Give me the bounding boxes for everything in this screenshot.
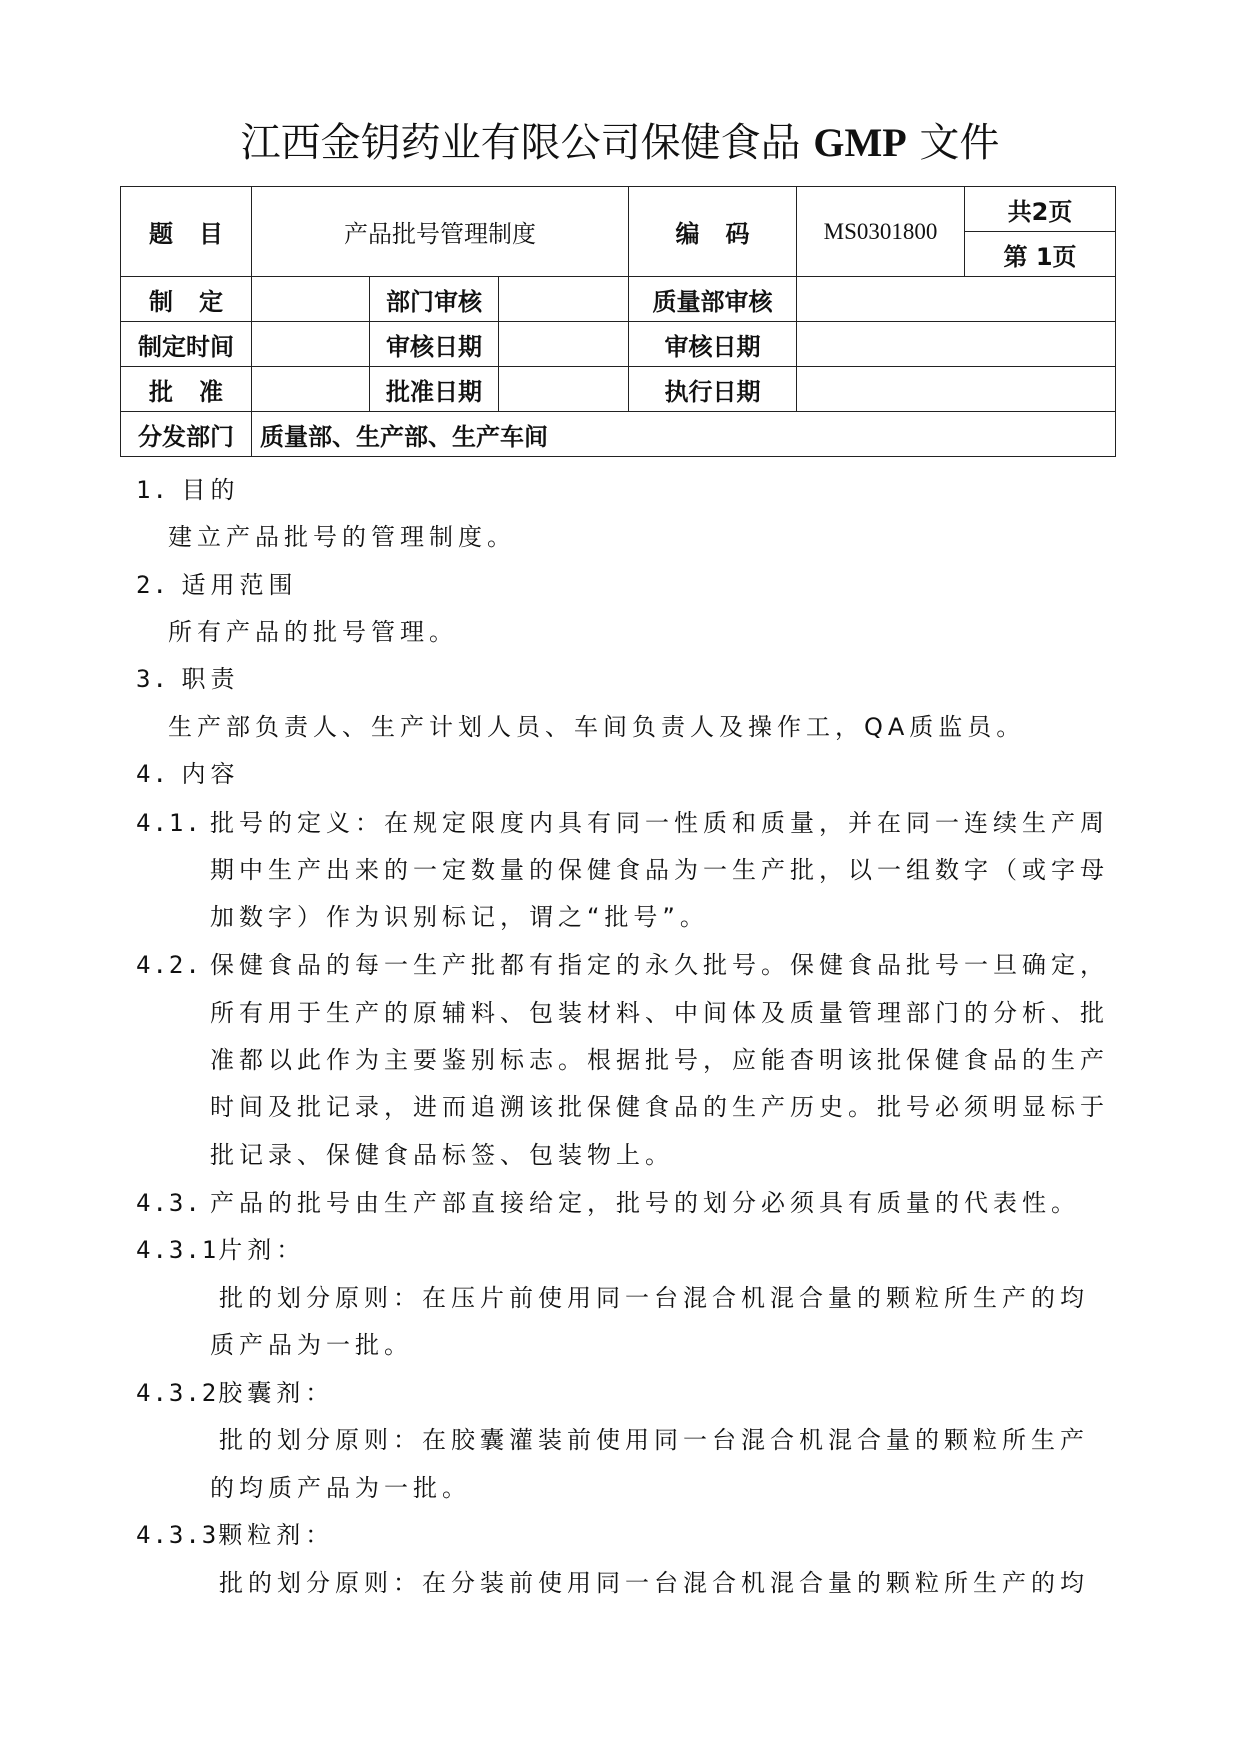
- section-4-2-line: 所有用于生产的原辅料、包装材料、中间体及质量管理部门的分析、批: [210, 999, 1109, 1027]
- row2-label3: 审核日期: [629, 322, 797, 367]
- row3-value: [252, 367, 370, 412]
- row2-label2: 审核日期: [370, 322, 499, 367]
- section-2-body: 所有产品的批号管理。: [168, 618, 458, 646]
- section-4-3-line: 产品的批号由生产部直接给定，批号的划分必须具有质量的代表性。: [210, 1189, 1080, 1217]
- section-3-heading: 3. 职责: [136, 665, 240, 693]
- row2-label: 制定时间: [121, 322, 252, 367]
- section-4-1-line: 期中生产出来的一定数量的保健食品为一生产批，以一组数字（或字母: [210, 856, 1109, 884]
- row1-label2: 部门审核: [370, 277, 499, 322]
- total-pages: 共2页: [965, 187, 1116, 232]
- row2-value2: [499, 322, 629, 367]
- row2-value3: [797, 322, 1116, 367]
- row3-label3: 执行日期: [629, 367, 797, 412]
- section-4-2-number: 4.2.: [136, 951, 202, 979]
- section-4-2-line: 批记录、保健食品标签、包装物上。: [210, 1141, 674, 1169]
- section-4-3-1-line: 质产品为一批。: [210, 1331, 413, 1359]
- topic-label: 题目: [121, 187, 252, 277]
- row3-label: 批准: [121, 367, 252, 412]
- section-2-heading: 2. 适用范围: [136, 571, 298, 599]
- section-4-1-number: 4.1.: [136, 809, 202, 837]
- row3-value3: [797, 367, 1116, 412]
- code-value: MS0301800: [797, 187, 965, 277]
- section-4-3-number: 4.3.: [136, 1189, 202, 1217]
- section-4-heading: 4. 内容: [136, 760, 240, 788]
- section-1-heading: 1. 目的: [136, 476, 240, 504]
- row2-value: [252, 322, 370, 367]
- header-table: [120, 186, 1116, 457]
- row1-value: [252, 277, 370, 322]
- title-suffix: 文件: [919, 120, 1000, 166]
- section-4-3-3-line: 批的划分原则：在分装前使用同一台混合机混合量的颗粒所生产的均: [219, 1569, 1089, 1597]
- section-4-3-3-heading: 4.3.3颗粒剂：: [136, 1521, 335, 1549]
- page-number: 第 1页: [965, 232, 1116, 277]
- row1-label: 制定: [121, 277, 252, 322]
- section-4-3-2-heading: 4.3.2胶囊剂：: [136, 1379, 335, 1407]
- section-4-2-line: 保健食品的每一生产批都有指定的永久批号。保健食品批号一旦确定，: [210, 951, 1109, 979]
- section-4-3-1-line: 批的划分原则：在压片前使用同一台混合机混合量的颗粒所生产的均: [219, 1284, 1089, 1312]
- row3-value2: [499, 367, 629, 412]
- section-4-3-1-heading: 4.3.1片剂：: [136, 1236, 306, 1264]
- section-3-body: 生产部负责人、生产计划人员、车间负责人及操作工，QA质监员。: [168, 713, 1026, 741]
- title-main: 江西金钥药业有限公司保健食品: [240, 120, 801, 166]
- section-4-3-2-line: 批的划分原则：在胶囊灌装前使用同一台混合机混合量的颗粒所生产: [219, 1426, 1089, 1454]
- distribution-value: 质量部、生产部、生产车间: [252, 412, 1116, 457]
- distribution-label: 分发部门: [121, 412, 252, 457]
- row1-value2: [499, 277, 629, 322]
- section-4-2-line: 时间及批记录，进而追溯该批保健食品的生产历史。批号必须明显标于: [210, 1093, 1109, 1121]
- row1-value3: [797, 277, 1116, 322]
- row3-label2: 批准日期: [370, 367, 499, 412]
- topic-value: 产品批号管理制度: [252, 187, 629, 277]
- section-4-1-line: 批号的定义：在规定限度内具有同一性质和质量，并在同一连续生产周: [210, 809, 1109, 837]
- document-title: [0, 118, 1240, 168]
- section-4-3-2-line: 的均质产品为一批。: [210, 1474, 471, 1502]
- section-4-1-line: 加数字）作为识别标记，谓之“批号”。: [210, 903, 709, 931]
- title-gmp: GMP: [813, 120, 907, 165]
- section-4-2-line: 准都以此作为主要鉴别标志。根据批号，应能杳明该批保健食品的生产: [210, 1046, 1109, 1074]
- section-1-body: 建立产品批号的管理制度。: [168, 523, 516, 551]
- row1-label3: 质量部审核: [629, 277, 797, 322]
- code-label: 编码: [629, 187, 797, 277]
